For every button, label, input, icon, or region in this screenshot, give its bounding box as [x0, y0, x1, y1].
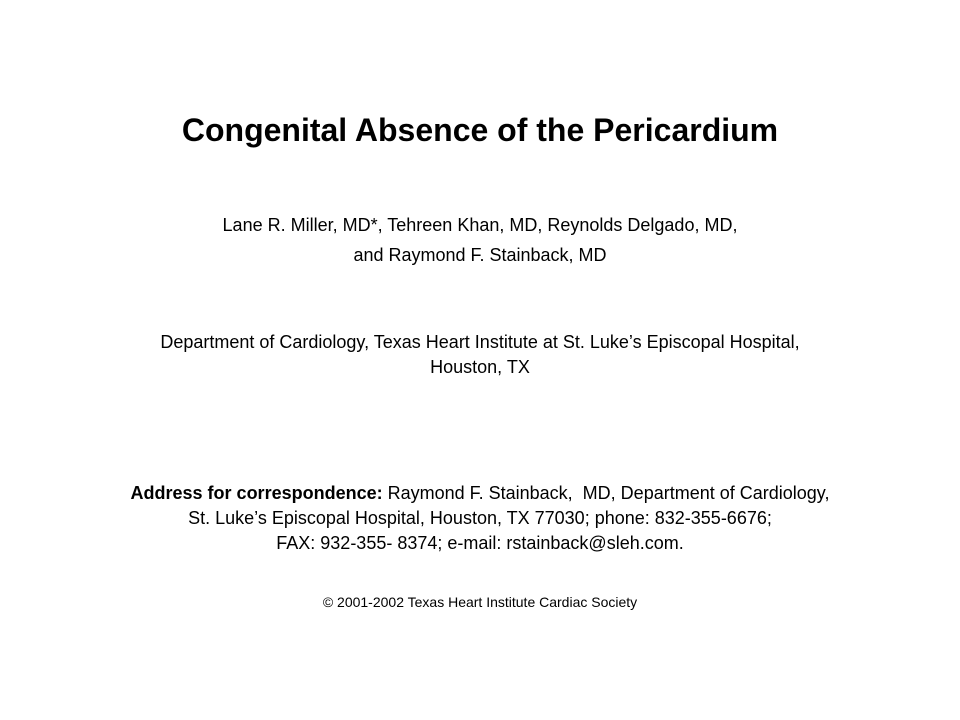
author-line-2: and Raymond F. Stainback, MD	[353, 245, 607, 265]
copyright-notice: © 2001-2002 Texas Heart Institute Cardiac Society	[322, 594, 638, 610]
correspondence-line-1	[0, 481, 960, 506]
correspondence-line-3: FAX: 932-355- 8374; e-mail: rstainback@sleh.com.	[276, 533, 684, 553]
affiliation-line-2: Houston, TX	[430, 357, 530, 377]
affiliation-line-1: Department of Cardiology, Texas Heart Institute at St. Luke’s Episcopal Hospital,	[160, 332, 800, 352]
author-list	[0, 210, 960, 270]
correspondence-line-1-text: Raymond F. Stainback, MD, Department of Cardiology,	[382, 483, 830, 503]
affiliation	[0, 330, 960, 380]
correspondence-label: Address for correspondence:	[130, 483, 383, 503]
correspondence-line-2: St. Luke’s Episcopal Hospital, Houston, TX 77030; phone: 832-355-6676;	[188, 508, 772, 528]
correspondence-address	[0, 481, 960, 556]
slide-title: Congenital Absence of the Pericardium	[181, 112, 779, 148]
author-line-1: Lane R. Miller, MD*, Tehreen Khan, MD, Reynolds Delgado, MD,	[222, 215, 738, 235]
